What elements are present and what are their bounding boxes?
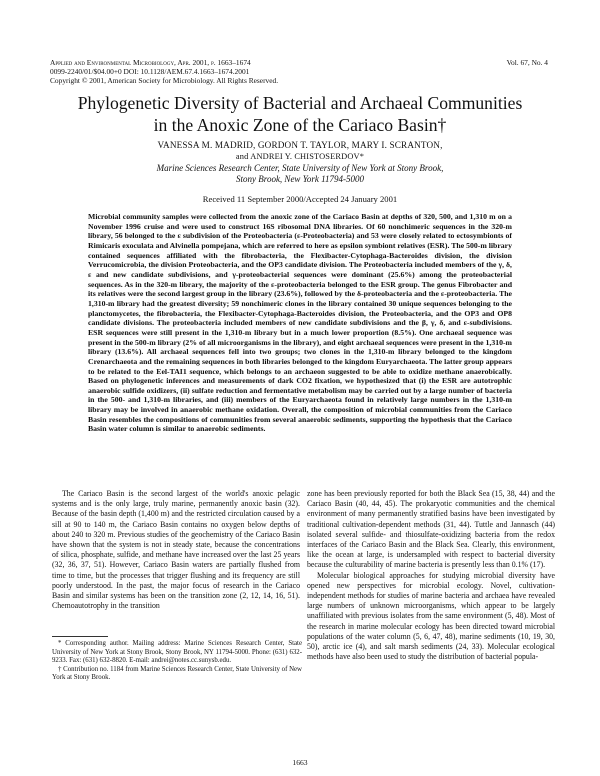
volume-issue: Vol. 67, No. 4 bbox=[506, 58, 548, 67]
copyright: Copyright © 2001, American Society for Microbiology. All Rights Reserved. bbox=[50, 76, 279, 86]
page-number: 1663 bbox=[292, 758, 308, 767]
affiliation-line-2: Stony Brook, New York 11794-5000 bbox=[236, 174, 364, 184]
affiliation-line-1: Marine Sciences Research Center, State University of New York at Stony Brook, bbox=[156, 163, 444, 173]
received-dates: Received 11 September 2000/Accepted 24 January 2001 bbox=[202, 194, 398, 204]
title-line-1: Phylogenetic Diversity of Bacterial and Archaeal Communities bbox=[77, 93, 523, 113]
title-line-2: in the Anoxic Zone of the Cariaco Basin† bbox=[153, 114, 447, 135]
issn-doi: 0099-2240/01/$04.00+0 DOI: 10.1128/AEM.67.4.1663–1674.2001 bbox=[50, 67, 250, 77]
authors-line-1: VANESSA M. MADRID, GORDON T. TAYLOR, MARY I. SCRANTON, bbox=[157, 140, 443, 150]
affiliation bbox=[40, 163, 560, 185]
intro-paragraph-1: The Cariaco Basin is the second largest of the world's anoxic pelagic systems and is the only large, truly marine, permanently anoxic basin (32). Because of the basin depth (1,400 m) and the restricted circulation caused by a sill at 90 to 140 m, the Cariaco Basin contains no oxygen below depths of about 240 to 320 m. Previous studies of the geochemistry of the Cariaco Basin have shown that the system is not in steady state, because the concentrations of silica, phosphate, sulfide, and methane have increased over the last 25 years (32, 36, 37, 51). However, Cariaco Basin waters are partially flushed from time to time, but the processes that trigger flushing and its frequency are still poorly understood. In the past, the major focus of research in the Cariaco Basin and similar systems has been on the transition zone (2, 12, 14, 16, 51). Chemoautotrophy in the transition bbox=[52, 489, 300, 611]
journal-citation: Applied and Environmental Microbiology, Apr. 2001, p. 1663–1674 bbox=[50, 58, 251, 67]
intro-paragraph-2: zone has been previously reported for both the Black Sea (15, 38, 44) and the Cariaco Basin (40, 44, 45). The prokaryotic communities and the chemical environment of many permanently stratified basins have been investigated by traditional cultivation-dependent methods (31, 44). Tuttle and Jannasch (44) isolated several sulfide- and thiosulfate-oxidizing bacteria from the redox interfaces of the Cariaco Basin and the Black Sea. Clearly, this environment, like the ocean at large, is undersampled with respect to bacterial diversity because the culturability of marine bacteria is presently less than 0.1% (17). bbox=[307, 489, 555, 570]
authors-line-2: and ANDREI Y. CHISTOSERDOV* bbox=[235, 152, 365, 162]
footnote-contribution: † Contribution no. 1184 from Marine Sciences Research Center, State University of New York at Stony Brook. bbox=[52, 665, 302, 682]
body-column-right bbox=[307, 489, 555, 662]
running-header bbox=[50, 58, 278, 86]
authors bbox=[40, 140, 560, 162]
article-title bbox=[40, 93, 560, 136]
abstract: Microbial community samples were collected from the anoxic zone of the Cariaco Basin at depths of 320, 500, and 1,310 m on a November 1996 cruise and were used to construct 16S ribosomal DNA libraries. Of 60 nonchimeric sequences in the 320-m library, 56 belonged to the ε subdivision of the Proteobacteria (ε-Proteobacteria) and 53 were closely related to ectosymbionts of Rimicaris exoculata and Alvinella pompejana, which are referred to here as epsilon symbiont relatives (ESR). The 500-m library contained sequences affiliated with the fibrobacteria, the Flexibacter-Cytophaga-Bacteroides division, the division Verrucomicrobia, the division Proteobacteria, and the OP3 candidate division. The Proteobacteria included members of the γ, δ, ε and new candidate subdivisions, and γ-proteobacterial sequences were dominant (25.6%) among the proteobacterial sequences. As in the 320-m library, the majority of the ε-proteobacteria belonged to the ESR group. The genus Fibrobacter and its relatives were the second largest group in the library (23.6%), followed by the δ-proteobacteria and the ε-proteobacteria. The 1,310-m library had the greatest diversity; 59 nonchimeric clones in the library contained 30 unique sequences belonging to the planctomycetes, the fibrobacteria, the Flexibacter-Cytophaga-Bacteroides division, the Proteobacteria, and the OP3 and OP8 candidate divisions. The proteobacteria included members of new candidate subdivisions and the β, γ, δ, and ε-subdivisions. ESR sequences were still present in the 1,310-m library but in a much lower proportion (8.5%). One archaeal sequence was present in the 500-m library (2% of all microorganisms in the library), and eight archaeal sequences were present in the 1,310-m library (13.6%). All archaeal sequences fell into two groups; two clones in the 1,310-m library belonged to the kingdom Crenarchaeota and the remaining sequences in both libraries belonged to the kingdom Euryarchaeota. The latter group appears to be related to the Eel-TAI1 sequence, which belongs to an archaeon suggested to be able to oxidize methane anaerobically. Based on phylogenetic inferences and measurements of dark CO2 fixation, we hypothesized that (i) the ESR are autotrophic anaerobic sulfide oxidizers, (ii) sulfate reduction and fermentative metabolism may be carried out by a large number of bacteria in the 500- and 1,310-m libraries, and (iii) members of the Euryarchaeota found in relatively large numbers in the 1,310-m library may be involved in anaerobic methane oxidation. Overall, the composition of microbial communities from the Cariaco Basin resembles the compositions of communities from several anaerobic sediments, supporting the hypothesis that the Cariaco Basin water column is similar to anaerobic sediments. bbox=[88, 212, 512, 434]
intro-paragraph-3: Molecular biological approaches for studying microbial diversity have opened new perspectives for microbial ecology. Novel, cultivation-independent methods for studies of marine bacteria and archaea have revealed large numbers of unknown microorganisms, which appear to be largely unaffiliated with previous isolates from the same environment (5, 48). Most of the research in marine molecular ecology has been directed toward microbial populations of the water column (5, 6, 47, 48), marine sediments (10, 19, 30, 50), arctic ice (4), and salt marsh sediments (24, 33). Molecular ecological methods have also been used to study the distribution of bacterial popula- bbox=[307, 570, 555, 662]
footnote-corresponding-author: * Corresponding author. Mailing address: Marine Sciences Research Center, State University of New York at Stony Brook, Stony Brook, NY 11794-5000. Phone: (631) 632-9233. Fax: (631) 632-8820. E-mail: andrei@notes.cc.sunysb.edu. bbox=[52, 640, 302, 665]
footnotes bbox=[52, 640, 302, 683]
footnote-rule bbox=[52, 636, 108, 637]
body-column-left bbox=[52, 489, 300, 611]
